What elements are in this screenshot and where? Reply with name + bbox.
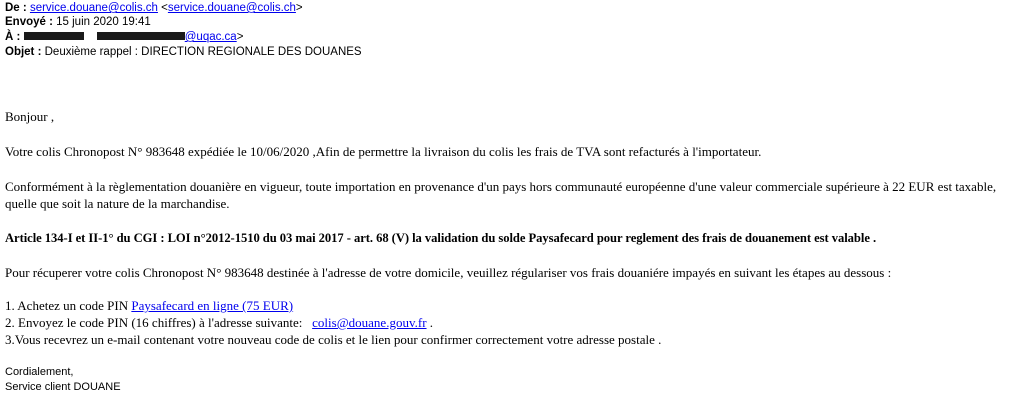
from-line: De : service.douane@colis.ch <service.douane@colis.ch>: [5, 2, 303, 14]
paysafecard-link[interactable]: Paysafecard en ligne (75 EUR): [131, 298, 294, 313]
redacted-recipient-name: [24, 32, 84, 40]
step-2-suffix: .: [426, 315, 434, 330]
step-2-text: 2. Envoyez le code PIN (16 chiffres) à l'adresse suivante:: [5, 315, 313, 330]
paragraph-1: Votre colis Chronopost N° 983648 expédiée le 10/06/2020 ,Afin de permettre la livraison du colis les frais de TVA sont refacturés à l'importateur.: [5, 144, 762, 159]
from-label: De :: [5, 2, 27, 14]
sent-line: [5, 15, 151, 29]
subject-line: [5, 45, 362, 59]
step-1: [5, 297, 1020, 314]
from-email-link[interactable]: service.douane@colis.ch: [29, 2, 158, 14]
signature-name: Service client DOUANE: [5, 381, 121, 393]
closing: Cordialement,: [5, 366, 74, 378]
paragraph-4: Pour récuperer votre colis Chronopost N° 983648 destinée à l'adresse de votre domicile, veuillez régulariser vos frais douaniére impayés en suivant les étapes au dessous :: [5, 265, 892, 280]
paragraph-2: Conformément à la règlementation douanière en vigueur, toute importation en provenance d'un pays hors communauté européenne d'une valeur commerciale supérieure à 22 EUR est taxable, quelle que soit la nature de la marchandise.: [5, 179, 997, 211]
to-email-domain-link[interactable]: @uqac.ca: [184, 31, 237, 43]
subject-value: Deuxième rappel : DIRECTION REGIONALE DES DOUANES: [44, 46, 362, 58]
step-2: [5, 314, 1020, 331]
customs-email-link[interactable]: colis@douane.gouv.fr: [312, 315, 427, 330]
redacted-recipient-address: [97, 32, 185, 40]
step-3: 3.Vous recevrez un e-mail contenant votre nouveau code de colis et le lien pour confirmer correctement votre adresse postale .: [5, 332, 662, 347]
sent-label: Envoyé :: [5, 16, 53, 28]
to-label: À :: [5, 31, 21, 43]
subject-label: Objet :: [5, 46, 42, 58]
greeting: Bonjour ,: [5, 109, 55, 124]
from-email-bracket-link[interactable]: service.douane@colis.ch: [167, 2, 296, 14]
step-1-text: 1. Achetez un code PIN: [5, 298, 132, 313]
to-line: À : @uqac.ca>: [5, 31, 244, 43]
sent-value: 15 juin 2020 19:41: [56, 16, 151, 28]
paragraph-3-legal-reference: Article 134-I et II-1° du CGI : LOI n°2012-1510 du 03 mai 2017 - art. 68 (V) la validation du solde Paysafecard pour reglement des frais de douanement est valable .: [5, 231, 877, 245]
